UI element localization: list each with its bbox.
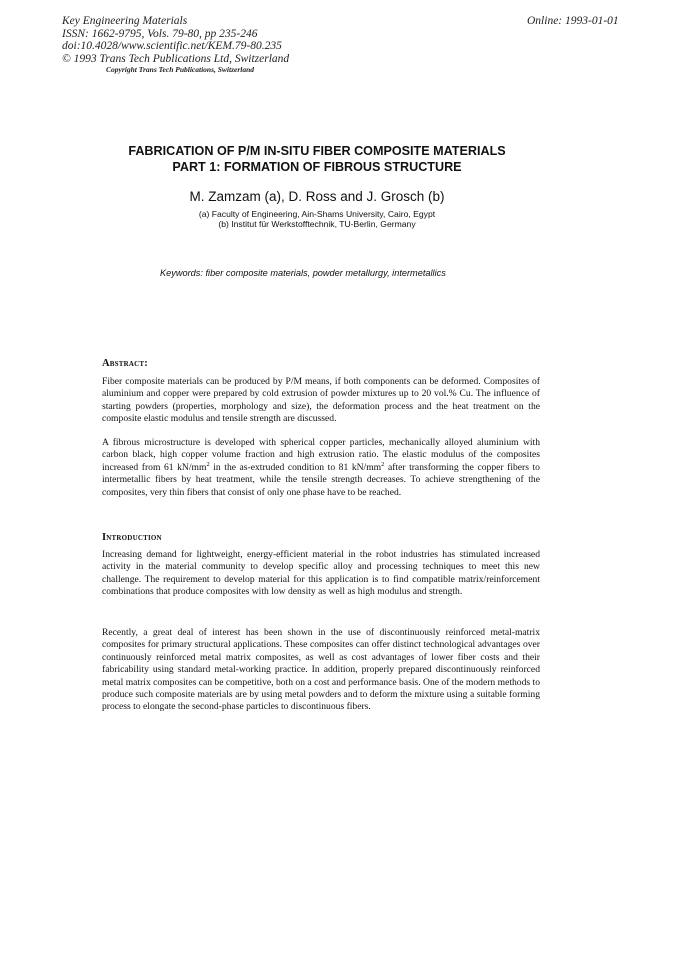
abstract-para2-part3: after transforming the copper fibers to intermetallic fibers by heat treatment, while the tensile strength decreases. To achieve strengthening of the composites, very thin fibers that consist of only one phase have to be reached. — [102, 461, 540, 498]
keywords-label: Keywords: — [160, 268, 203, 278]
affiliation-a: (a) Faculty of Engineering, Ain-Shams University, Cairo, Egypt — [198, 209, 436, 219]
superscript: 2 — [206, 460, 210, 468]
abstract-paragraph-2 — [102, 437, 540, 499]
copyright-line: © 1993 Trans Tech Publications Ltd, Switzerland — [62, 52, 290, 65]
introduction-paragraph-1: Increasing demand for lightweight, energy-efficient material in the robot industries has stimulated increased activity in the material community to develop specific alloy and processing techniques to meet this new challenge. The requirement to develop material for this application is to find compatible matrix/reinforcement combinations that produce composites with low density as well as high modulus and strength. — [102, 549, 540, 598]
introduction-paragraph-2: Recently, a great deal of interest has been shown in the use of discontinuously reinforced metal-matrix composites for primary structural applications. These composites can offer distinct technological advantages over continuously reinforced metal matrix composites, as well as cost advantages of lower fiber costs and their fabricability using standard metal-working practice. In addition, properly prepared discontinuously reinforced metal matrix composites can be competitive, both on a cost and performance basis. One of the modern methods to produce such composite materials are by using metal powders and to deform the mixture using a suitable forming process to elongate the second-phase particles to discontinuous fibers. — [102, 627, 540, 713]
keywords — [160, 268, 446, 278]
authors: M. Zamzam (a), D. Ross and J. Grosch (b) — [189, 189, 445, 204]
abstract-paragraph-1: Fiber composite materials can be produced by P/M means, if both components can be deformed. Composites of aluminium and copper were prepared by cold extrusion of powder mixtures up to 20 vol.% Cu. The influence of starting powders (properties, morphology and size), the deformation process and the heat treatment on the composite elastic modulus and tensile strength are discussed. — [102, 376, 540, 425]
abstract-para2-part1: A fibrous microstructure is developed with spherical copper particles, mechanically alloyed aluminium with carbon black, high copper volume fraction and high extrusion ratio. The elastic modulus of the composites increased from 61 kN/mm — [102, 437, 540, 473]
copyright-stamp: Copyright Trans Tech Publications, Switzerland — [106, 65, 255, 74]
introduction-heading: Introduction — [102, 532, 162, 543]
journal-info — [62, 15, 289, 65]
paper-title-line2: PART 1: FORMATION OF FIBROUS STRUCTURE — [172, 160, 462, 174]
abstract-para2-part2: in the as-extruded condition to 81 kN/mm — [209, 461, 382, 473]
abstract-heading: Abstract: — [102, 358, 148, 369]
issn-line: ISSN: 1662-9795, Vols. 79-80, pp 235-246 — [62, 27, 258, 40]
affiliation-b: (b) Institut für Werkstofftechnik, TU-Berlin, Germany — [218, 219, 416, 229]
online-date: Online: 1993-01-01 — [527, 15, 619, 27]
superscript: 2 — [381, 460, 385, 468]
journal-name: Key Engineering Materials — [62, 15, 188, 27]
keywords-list: fiber composite materials, powder metallurgy, intermetallics — [205, 268, 446, 278]
doi-link[interactable]: doi:10.4028/www.scientific.net/KEM.79-80.235 — [62, 40, 282, 52]
paper-title-line1: FABRICATION OF P/M IN-SITU FIBER COMPOSITE MATERIALS — [128, 144, 506, 158]
